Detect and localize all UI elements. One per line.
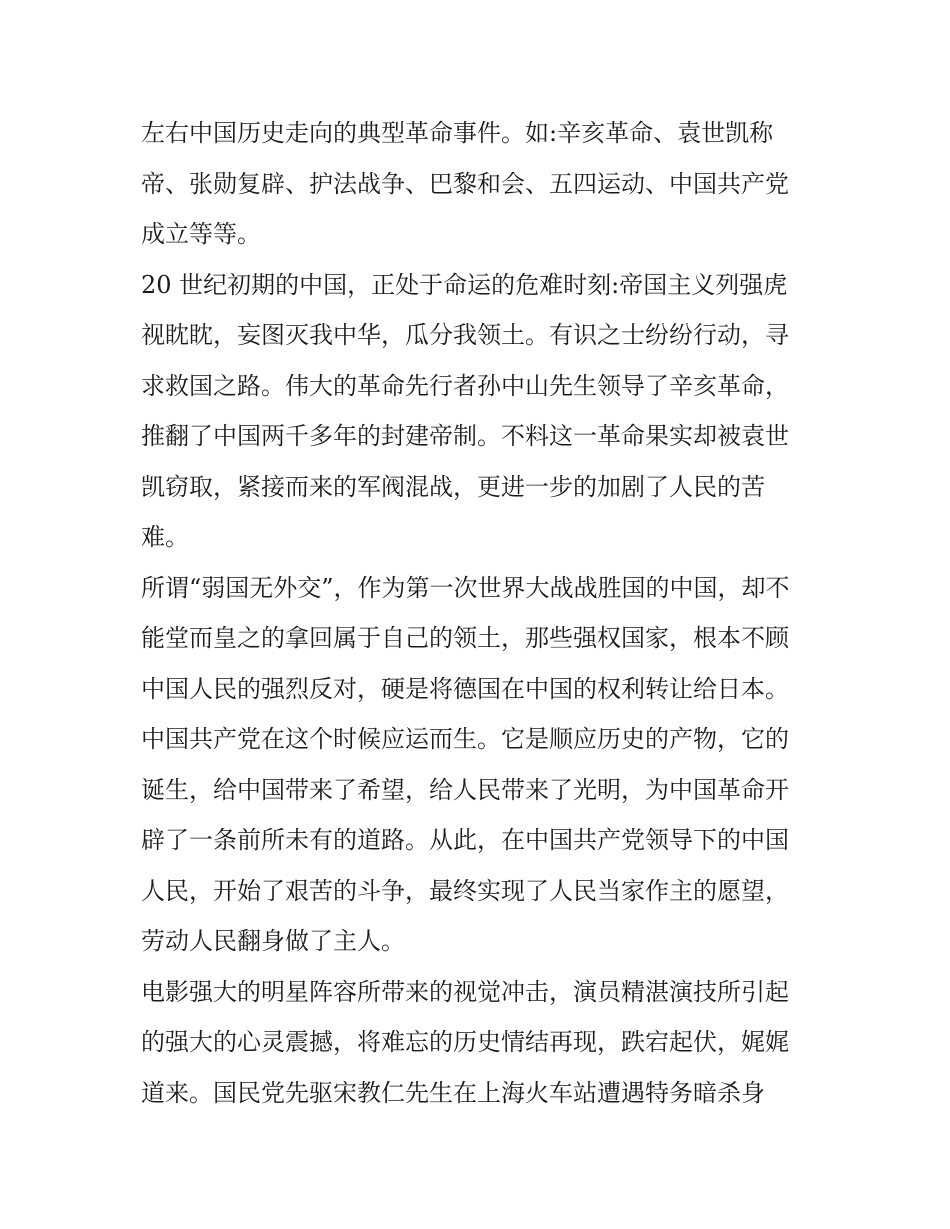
text-line: 20 世纪初期的中国，正处于命运的危难时刻:帝国主义列强虎: [141, 270, 788, 299]
paragraph-revolution-events: [141, 108, 821, 260]
text-line: 中国共产党在这个时候应运而生。它是顺应历史的产物，它的: [141, 725, 789, 753]
text-line: 道来。国民党先驱宋教仁先生在上海火车站遭遇特务暗杀身: [141, 1078, 765, 1107]
text-line: 的强大的心灵震撼，将难忘的历史情结再现，跌宕起伏，娓娓: [141, 1028, 789, 1056]
text-line: 帝、张勋复辟、护法战争、巴黎和会、五四运动、中国共产党: [141, 169, 789, 198]
text-line: 能堂而皇之的拿回属于自己的领土，那些强权国家，根本不顾: [141, 624, 789, 652]
paragraph-film-impact: [141, 967, 821, 1119]
text-line: 凯窃取，紧接而来的军阀混战，更进一步的加剧了人民的苦: [141, 472, 765, 501]
text-line: 电影强大的明星阵容所带来的视觉冲击，演员精湛演技所引起: [141, 977, 789, 1006]
text-line: 难。: [141, 523, 189, 551]
text-line: 推翻了中国两千多年的封建帝制。不料这一革命果实却被袁世: [141, 422, 789, 450]
paragraph-weak-nation-diplomacy: [141, 563, 821, 967]
paragraph-early-20th-century: [141, 260, 821, 563]
text-line: 中国人民的强烈反对，硬是将德国在中国的权利转让给日本。: [141, 674, 789, 703]
text-line: 辟了一条前所未有的道路。从此，在中国共产党领导下的中国: [141, 826, 789, 854]
text-line: 左右中国历史走向的典型革命事件。如:辛亥革命、袁世凯称: [141, 119, 774, 147]
text-line: 视眈眈，妄图灭我中华，瓜分我领土。有识之士纷纷行动，寻: [141, 321, 789, 349]
text-line: 劳动人民翻身做了主人。: [141, 927, 405, 955]
text-line: 成立等等。: [141, 220, 261, 248]
text-line: 诞生，给中国带来了希望，给人民带来了光明，为中国革命开: [141, 775, 789, 804]
text-line: 人民，开始了艰苦的斗争，最终实现了人民当家作主的愿望，: [141, 876, 789, 905]
text-line: 求救国之路。伟大的革命先行者孙中山先生领导了辛亥革命，: [141, 371, 789, 400]
text-line: 所谓“弱国无外交”，作为第一次世界大战战胜国的中国，却不: [141, 573, 790, 602]
document-body: [141, 108, 821, 1118]
